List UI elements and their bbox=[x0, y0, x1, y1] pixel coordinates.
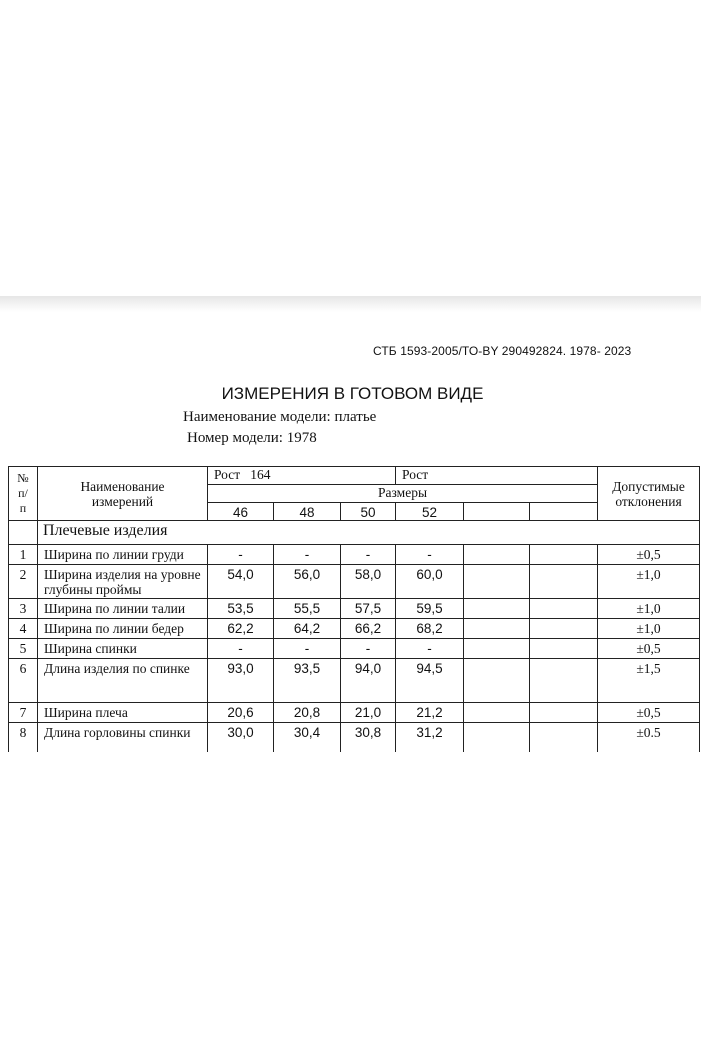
measurement-value: 20,8 bbox=[274, 703, 341, 723]
size-cell: 50 bbox=[341, 503, 396, 521]
measurement-value bbox=[530, 659, 598, 703]
tolerance-value: ±1,0 bbox=[598, 619, 700, 639]
measurement-value: 94,5 bbox=[396, 659, 464, 703]
measurement-value: 68,2 bbox=[396, 619, 464, 639]
measurement-value: 30,8 bbox=[341, 723, 396, 753]
measurement-value: 66,2 bbox=[341, 619, 396, 639]
measurement-value: 93,5 bbox=[274, 659, 341, 703]
row-index: 4 bbox=[9, 619, 38, 639]
measurement-value: 21,2 bbox=[396, 703, 464, 723]
section-title: Плечевые изделия bbox=[38, 521, 700, 545]
measurement-name: Длина горловины спинки bbox=[38, 723, 208, 753]
measurement-value bbox=[464, 565, 530, 599]
measurement-rows bbox=[9, 545, 700, 753]
tolerance-value: ±1,0 bbox=[598, 599, 700, 619]
measurement-value bbox=[464, 723, 530, 753]
tolerance-value: ±0.5 bbox=[598, 723, 700, 753]
model-name: Наименование модели: платье bbox=[183, 409, 377, 425]
row-index: 7 bbox=[9, 703, 38, 723]
measurement-value bbox=[530, 723, 598, 753]
header-rost-164: Рост 164 bbox=[208, 467, 396, 485]
model-number: Номер модели: 1978 bbox=[187, 430, 317, 446]
measurement-value: - bbox=[208, 545, 274, 565]
table-row bbox=[9, 545, 700, 565]
tolerance-value: ±1,0 bbox=[598, 565, 700, 599]
header-tolerance bbox=[598, 467, 700, 521]
tolerance-value: ±1,5 bbox=[598, 659, 700, 703]
measurement-value: 31,2 bbox=[396, 723, 464, 753]
measurement-value: - bbox=[274, 639, 341, 659]
measurement-value bbox=[464, 703, 530, 723]
measurement-value: - bbox=[208, 639, 274, 659]
measurement-value bbox=[530, 703, 598, 723]
measurement-value: - bbox=[396, 639, 464, 659]
measurements-table bbox=[8, 466, 700, 753]
row-index: 1 bbox=[9, 545, 38, 565]
measurement-value: 94,0 bbox=[341, 659, 396, 703]
table-row bbox=[9, 723, 700, 753]
header-tolerance-text: Допустимые отклонения bbox=[612, 478, 685, 509]
measurement-value: 21,0 bbox=[341, 703, 396, 723]
measurement-value bbox=[464, 659, 530, 703]
measurement-value: 59,5 bbox=[396, 599, 464, 619]
measurement-value: 56,0 bbox=[274, 565, 341, 599]
measurement-value: - bbox=[341, 639, 396, 659]
measurement-value: 55,5 bbox=[274, 599, 341, 619]
row-index: 2 bbox=[9, 565, 38, 599]
header-measurement-name bbox=[38, 467, 208, 521]
measurement-value bbox=[464, 599, 530, 619]
measurement-value: 30,4 bbox=[274, 723, 341, 753]
measurement-value bbox=[530, 619, 598, 639]
measurement-value bbox=[464, 639, 530, 659]
measurement-name: Ширина по линии бедер bbox=[38, 619, 208, 639]
header-number bbox=[9, 467, 38, 521]
row-index: 8 bbox=[9, 723, 38, 753]
measurement-value: 20,6 bbox=[208, 703, 274, 723]
blank-area-top bbox=[0, 0, 701, 298]
measurement-value bbox=[530, 639, 598, 659]
table-row bbox=[9, 619, 700, 639]
measurement-value: 30,0 bbox=[208, 723, 274, 753]
measurement-value: 60,0 bbox=[396, 565, 464, 599]
measurement-name: Ширина изделия на уровне глубины проймы bbox=[38, 565, 208, 599]
row-index: 5 bbox=[9, 639, 38, 659]
tolerance-value: ±0,5 bbox=[598, 703, 700, 723]
measurement-name: Ширина по линии груди bbox=[38, 545, 208, 565]
measurement-name: Длина изделия по спинке bbox=[38, 659, 208, 703]
measurement-name: Ширина по линии талии bbox=[38, 599, 208, 619]
header-rost: Рост bbox=[396, 467, 598, 485]
size-cell bbox=[530, 503, 598, 521]
header-sizes: Размеры bbox=[208, 485, 598, 503]
size-cell: 46 bbox=[208, 503, 274, 521]
row-index: 3 bbox=[9, 599, 38, 619]
table-row bbox=[9, 659, 700, 703]
table-row bbox=[9, 639, 700, 659]
measurement-value: 93,0 bbox=[208, 659, 274, 703]
header-measurement-name-text: Наименование измерений bbox=[80, 478, 165, 509]
document-title-text: ИЗМЕРЕНИЯ В ГОТОВОМ ВИДЕ bbox=[221, 384, 484, 403]
measurement-value: 62,2 bbox=[208, 619, 274, 639]
measurement-value: 58,0 bbox=[341, 565, 396, 599]
measurement-value: 54,0 bbox=[208, 565, 274, 599]
table-row bbox=[9, 599, 700, 619]
measurement-value bbox=[530, 565, 598, 599]
document-code: СТБ 1593-2005/ТО-BY 290492824. 1978- 2023 bbox=[373, 344, 632, 358]
size-cell bbox=[464, 503, 530, 521]
measurement-value: - bbox=[341, 545, 396, 565]
size-cell: 52 bbox=[396, 503, 464, 521]
blank-area-bottom bbox=[0, 752, 701, 1052]
measurement-value: 57,5 bbox=[341, 599, 396, 619]
measurement-value bbox=[464, 545, 530, 565]
table-row bbox=[9, 565, 700, 599]
tolerance-value: ±0,5 bbox=[598, 639, 700, 659]
header-number-text: № п/ п bbox=[17, 471, 29, 515]
measurement-name: Ширина плеча bbox=[38, 703, 208, 723]
measurement-name: Ширина спинки bbox=[38, 639, 208, 659]
size-cell: 48 bbox=[274, 503, 341, 521]
table-row bbox=[9, 703, 700, 723]
measurement-value: - bbox=[274, 545, 341, 565]
tolerance-value: ±0,5 bbox=[598, 545, 700, 565]
page-edge-shadow bbox=[0, 296, 701, 312]
measurement-value bbox=[530, 545, 598, 565]
measurement-value bbox=[464, 619, 530, 639]
measurement-value bbox=[530, 599, 598, 619]
measurement-value: 64,2 bbox=[274, 619, 341, 639]
measurement-value: 53,5 bbox=[208, 599, 274, 619]
section-index-cell bbox=[9, 521, 38, 545]
document-title bbox=[0, 384, 701, 404]
measurement-value: - bbox=[396, 545, 464, 565]
row-index: 6 bbox=[9, 659, 38, 703]
